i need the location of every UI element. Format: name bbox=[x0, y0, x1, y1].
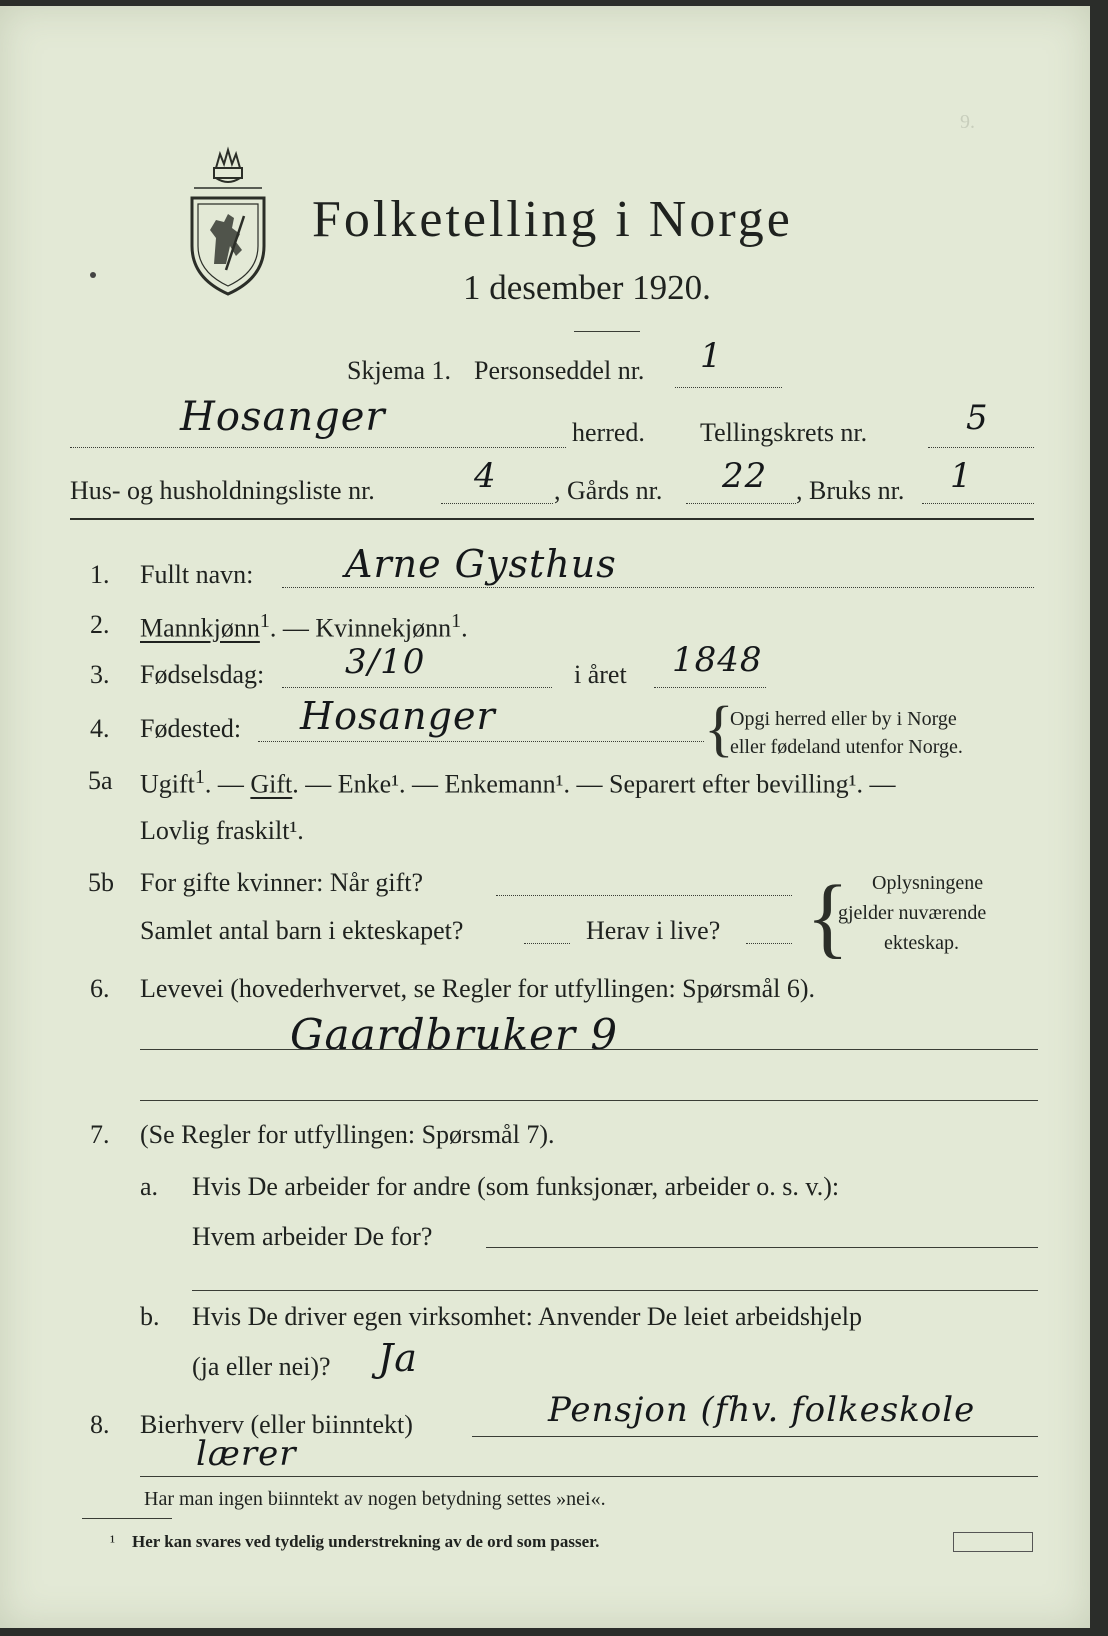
hus-label: Hus- og husholdningsliste nr. bbox=[70, 476, 375, 505]
q8-label: Bierhverv (eller biinntekt) bbox=[140, 1410, 413, 1439]
q5a-status-options: Ugift$^1$. — Gift. — Enke¹. — Enkemann¹. — Separert efter bevilling¹. — bbox=[140, 766, 896, 799]
hus-value[interactable]: 4 bbox=[474, 456, 497, 496]
q7b-line2: (ja eller nei)? bbox=[192, 1352, 331, 1381]
q6-line2 bbox=[140, 1100, 1038, 1101]
q3-year-line bbox=[654, 687, 766, 688]
printer-stamp bbox=[953, 1532, 1033, 1552]
bruks-line bbox=[922, 503, 1034, 504]
bruks-label: , Bruks nr. bbox=[796, 476, 905, 505]
q3-number: 3. bbox=[90, 660, 110, 689]
q4-brace: { bbox=[704, 695, 734, 763]
q1-line bbox=[282, 587, 1034, 588]
q2-male-option[interactable]: Mannkjønn bbox=[140, 613, 260, 643]
q2-female-option[interactable]: Kvinnekjønn bbox=[315, 613, 452, 643]
bruks-value[interactable]: 1 bbox=[950, 456, 973, 496]
q8-side-income-value-line2[interactable]: lærer bbox=[196, 1434, 297, 1474]
tellingskrets-line bbox=[928, 447, 1034, 448]
q3-birthday-value[interactable]: 3/10 bbox=[345, 642, 426, 682]
q8-number: 8. bbox=[90, 1410, 110, 1439]
footnote-text: Her kan svares ved tydelig understrekning av de ord som passer. bbox=[132, 1532, 600, 1551]
q8-line1 bbox=[472, 1436, 1038, 1437]
gards-value[interactable]: 22 bbox=[722, 456, 768, 496]
personseddel-line bbox=[675, 387, 782, 388]
footnote-divider bbox=[82, 1518, 172, 1519]
q3-day-line bbox=[282, 687, 552, 688]
tellingskrets-value[interactable]: 5 bbox=[966, 398, 989, 438]
q3-label: Fødselsdag: bbox=[140, 660, 265, 689]
q1-label: Fullt navn: bbox=[140, 560, 254, 589]
q4-note-line1: Opgi herred eller by i Norge bbox=[730, 708, 957, 730]
tellingskrets-label: Tellingskrets nr. bbox=[700, 418, 868, 447]
q7b-number: b. bbox=[140, 1302, 160, 1331]
q6-occupation-value[interactable]: Gaardbruker 9 bbox=[290, 1010, 619, 1059]
q8-side-income-value-line1[interactable]: Pensjon (fhv. folkeskole bbox=[548, 1390, 976, 1430]
norway-coat-of-arms-icon bbox=[186, 146, 270, 298]
q5b-alive-line bbox=[746, 943, 792, 944]
q5a-ugift-option[interactable]: Ugift bbox=[140, 769, 195, 799]
herred-label: herred. bbox=[572, 418, 645, 447]
q7-label: (Se Regler for utfyllingen: Spørsmål 7). bbox=[140, 1120, 555, 1149]
gards-line bbox=[686, 503, 796, 504]
q7b-answer-value[interactable]: Ja bbox=[378, 1336, 418, 1380]
q5b-married-line bbox=[496, 895, 792, 896]
census-date: 1 desember 1920. bbox=[463, 268, 711, 307]
census-form-sheet bbox=[0, 6, 1090, 1628]
q5a-gift-option[interactable]: Gift bbox=[250, 769, 293, 799]
q5b-note-line3: ekteskap. bbox=[884, 932, 959, 954]
q8-line2 bbox=[140, 1476, 1038, 1477]
form-title: Folketelling i Norge bbox=[312, 191, 793, 248]
q7b-line1: Hvis De driver egen virksomhet: Anvender De leiet arbeidshjelp bbox=[192, 1302, 863, 1331]
personseddel-label: Personseddel nr. bbox=[474, 356, 645, 385]
q4-birthplace-value[interactable]: Hosanger bbox=[300, 694, 496, 738]
q5b-children-line bbox=[524, 943, 570, 944]
q6-line1 bbox=[140, 1049, 1038, 1050]
herred-line bbox=[70, 447, 566, 448]
q1-number: 1. bbox=[90, 560, 110, 589]
q5b-number: 5b bbox=[88, 868, 114, 897]
q5b-alive-label: Herav i live? bbox=[586, 916, 721, 945]
q4-number: 4. bbox=[90, 714, 110, 743]
ink-speck bbox=[90, 272, 96, 278]
title-divider bbox=[574, 331, 640, 332]
footnote-marker: ¹ bbox=[110, 1532, 116, 1551]
herred-value[interactable]: Hosanger bbox=[180, 394, 386, 440]
header-separator bbox=[70, 518, 1034, 520]
q6-label: Levevei (hovederhvervet, se Regler for utfyllingen: Spørsmål 6). bbox=[140, 974, 816, 1003]
q3-year-label: i året bbox=[574, 660, 627, 689]
q3-year-value[interactable]: 1848 bbox=[672, 640, 763, 680]
q5b-note-line2: gjelder nuværende bbox=[838, 902, 987, 924]
q1-full-name-value[interactable]: Arne Gysthus bbox=[345, 542, 617, 586]
q6-number: 6. bbox=[90, 974, 110, 1003]
q5a-line2: Lovlig fraskilt¹. bbox=[140, 816, 304, 845]
q5b-children-label: Samlet antal barn i ekteskapet? bbox=[140, 916, 464, 945]
q4-note-line2: eller fødeland utenfor Norge. bbox=[730, 736, 963, 758]
q5b-label: For gifte kvinner: Når gift? bbox=[140, 868, 424, 897]
personseddel-value[interactable]: 1 bbox=[700, 336, 723, 376]
hus-line bbox=[441, 503, 553, 504]
q4-line bbox=[258, 741, 704, 742]
q2-sex-options: Mannkjønn$^1$. — Kvinnekjønn$^1$. bbox=[140, 610, 468, 643]
q2-number: 2. bbox=[90, 610, 110, 639]
gards-label: , Gårds nr. bbox=[554, 476, 663, 505]
q5b-brace: { bbox=[806, 868, 850, 967]
q5a-number: 5a bbox=[88, 766, 113, 795]
q7-number: 7. bbox=[90, 1120, 110, 1149]
footer-note: Har man ingen biinntekt av nogen betydning settes »nei«. bbox=[144, 1488, 606, 1510]
q7a-line1: Hvis De arbeider for andre (som funksjonær, arbeider o. s. v.): bbox=[192, 1172, 840, 1201]
q5b-note-line1: Oplysningene bbox=[872, 872, 984, 894]
bleed-through-text: 9. bbox=[960, 111, 975, 133]
schema-label: Skjema 1. bbox=[347, 356, 451, 385]
q7a-answer-line2 bbox=[192, 1290, 1038, 1291]
q7a-line2: Hvem arbeider De for? bbox=[192, 1222, 433, 1251]
q7a-number: a. bbox=[140, 1172, 159, 1201]
q4-label: Fødested: bbox=[140, 714, 242, 743]
q7a-answer-line1 bbox=[486, 1247, 1038, 1248]
